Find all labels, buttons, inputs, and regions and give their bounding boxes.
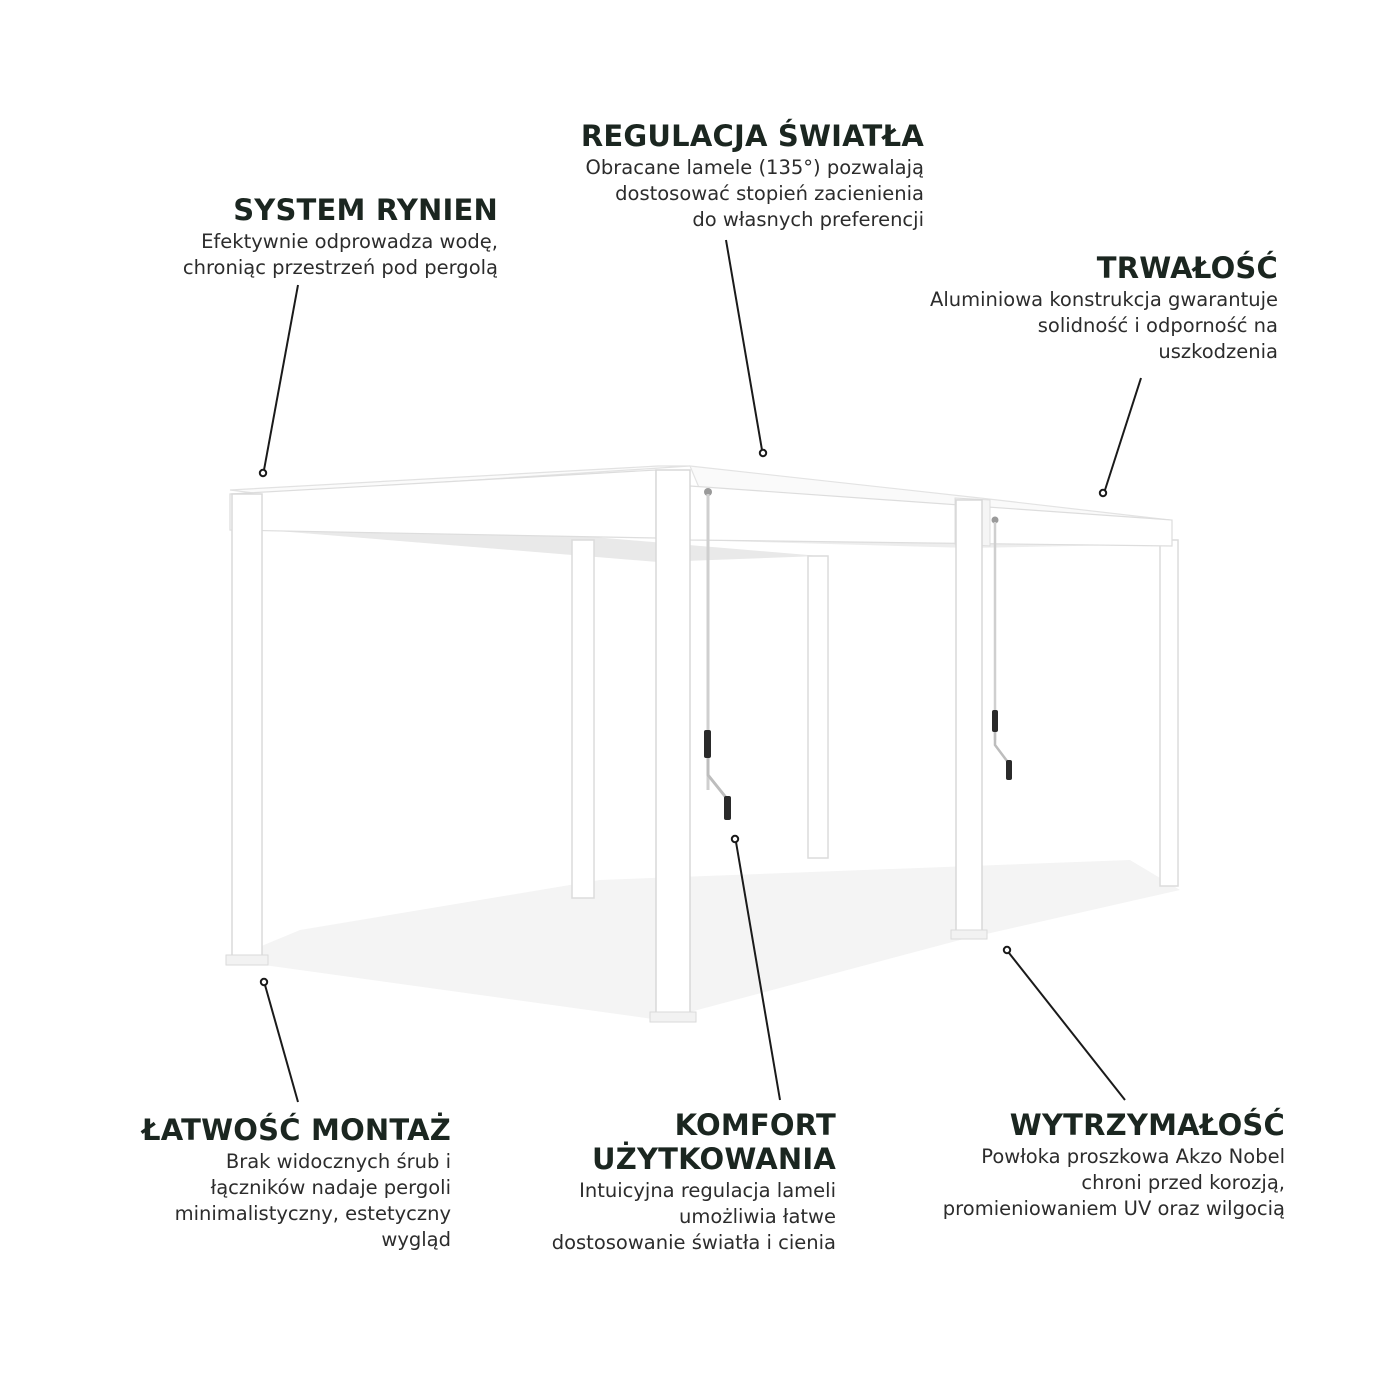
callout-system-rynien xyxy=(38,193,498,281)
leader-dot-durability xyxy=(1100,490,1106,496)
callout-text: Brak widocznych śrub i łączników nadaje pergoli minimalistyczny, estetyczny wygląd xyxy=(174,1150,451,1251)
post-front-left-foot xyxy=(226,955,268,965)
callout-title: ŁATWOŚĆ MONTAŻ xyxy=(141,1113,451,1147)
callout-title: KOMFORT UŻYTKOWANIA xyxy=(591,1108,836,1176)
post-front-left xyxy=(232,494,262,962)
callout-text: Obracane lamele (135°) pozwalają dostosować stopień zacienienia do własnych preferencji xyxy=(585,156,924,231)
leader-dot-gutter xyxy=(260,470,266,476)
callout-text: Powłoka proszkowa Akzo Nobel chroni przed korozją, promieniowaniem UV oraz wilgocią xyxy=(942,1145,1285,1220)
post-front-corner-foot xyxy=(650,1012,696,1022)
callout-komfort xyxy=(456,1108,836,1256)
callout-trwalosc xyxy=(818,251,1278,365)
post-back-mid xyxy=(808,556,828,858)
leader-line-assembly xyxy=(265,985,298,1102)
leader-dot-assembly xyxy=(261,979,267,985)
leader-dot-light xyxy=(760,450,766,456)
post-back-right xyxy=(1160,540,1178,886)
callout-regulacja-swiatla xyxy=(464,119,924,233)
post-front-right xyxy=(956,500,982,936)
leader-line-light xyxy=(726,240,762,450)
post-front-right-foot xyxy=(951,930,987,939)
leader-line-resistance xyxy=(1009,953,1125,1100)
callout-text: Efektywnie odprowadza wodę, chroniąc przestrzeń pod pergolą xyxy=(182,230,498,279)
callout-title: TRWAŁOŚĆ xyxy=(1096,251,1278,285)
callout-text: Intuicyjna regulacja lameli umożliwia łatwe dostosowanie światła i cienia xyxy=(551,1179,836,1254)
callout-latwosc-montazu xyxy=(91,1113,451,1253)
post-front-corner xyxy=(656,470,690,1018)
post-back-left xyxy=(572,540,594,898)
callout-title: SYSTEM RYNIEN xyxy=(233,193,498,227)
callout-text: Aluminiowa konstrukcja gwarantuje solidność i odporność na uszkodzenia xyxy=(929,288,1278,363)
callout-wytrzymalosc xyxy=(845,1108,1285,1222)
leader-line-gutter xyxy=(264,285,298,470)
ground-shadow xyxy=(228,860,1180,1020)
leader-dot-resistance xyxy=(1004,947,1010,953)
crank-handle-2 xyxy=(992,517,1013,781)
leader-line-durability xyxy=(1105,378,1141,490)
leader-dot-comfort xyxy=(732,836,738,842)
callout-title: WYTRZYMAŁOŚĆ xyxy=(1009,1108,1285,1142)
callout-title: REGULACJA ŚWIATŁA xyxy=(580,119,924,153)
